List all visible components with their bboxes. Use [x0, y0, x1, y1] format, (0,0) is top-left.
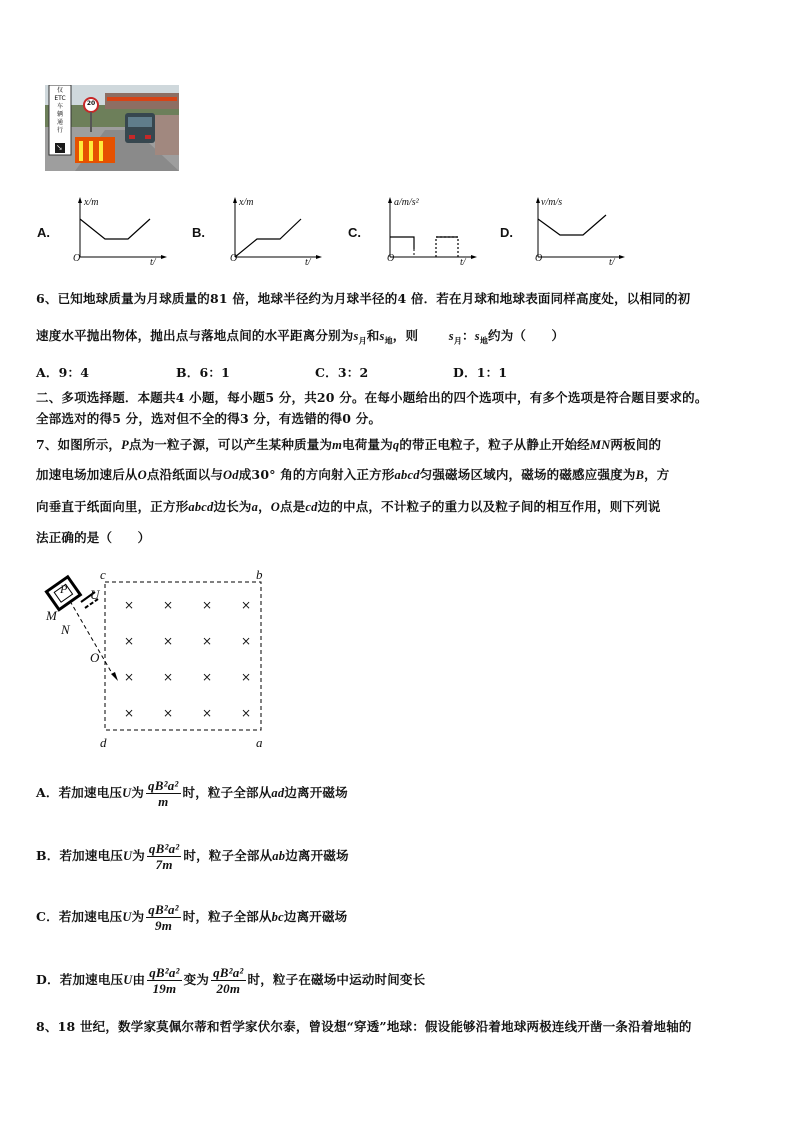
field-x-mark: ×	[124, 670, 135, 684]
field-x-mark: ×	[163, 706, 174, 720]
fig-label-a: a	[256, 735, 263, 750]
field-x-mark: ×	[124, 706, 135, 720]
q6-option-c: C．3：2	[315, 365, 369, 380]
field-x-mark: ×	[163, 598, 174, 612]
fig-label-c: c	[100, 567, 106, 582]
field-x-mark: ×	[241, 598, 252, 612]
graph-a-ylabel: x/m	[84, 197, 99, 208]
graph-b-ylabel: x/m	[239, 197, 254, 208]
field-x-mark: ×	[202, 598, 213, 612]
q6-option-b: B．6：1	[176, 365, 230, 380]
fraction: $\frac{\text{qB²a²}}{19m}$	[149, 964, 180, 996]
section2-line2: 全部选对的得5 分，选对但不全的得3 分，有选错的得0 分。	[36, 411, 382, 426]
fig-label-p: P	[60, 582, 68, 596]
etc-lane-photo	[45, 85, 179, 171]
graph-a-xlabel: t/	[150, 257, 156, 268]
q5-options	[0, 195, 794, 270]
fig-label-n: N	[61, 622, 70, 637]
q7-line1: 7、如图所示，P点为一粒子源，可以产生某种质量为m电荷量为q的带正电粒子，粒子从静止开始经MN两板间的	[36, 437, 662, 452]
fraction: $\frac{\text{qB²a²}}{7m}$	[148, 840, 180, 872]
field-x-mark: ×	[202, 670, 213, 684]
option-c-letter: C.	[348, 225, 361, 240]
field-x-mark: ×	[163, 670, 174, 684]
graph-c-origin: O	[387, 253, 395, 264]
fig-label-u: U	[90, 587, 100, 602]
option-b-letter: B.	[192, 225, 205, 240]
q7-figure	[40, 565, 280, 755]
q7-option-c: C．若加速电压 U 为 $\frac{\text{qB²a²}}{9m}$ 时，粒子全部从 bc 边离开磁场	[36, 901, 348, 933]
q8-line1: 8、18 世纪，数学家莫佩尔蒂和哲学家伏尔泰，曾设想“穿透”地球：假设能够沿着地球两极连线开凿一条沿着地轴的	[36, 1019, 692, 1034]
q6-line1: 6、已知地球质量为月球质量的81 倍，地球半径约为月球半径的4 倍．若在月球和地球表面同样高度处，以相同的初	[36, 291, 691, 306]
q7-line3: 向垂直于纸面向里，正方形abcd边长为a，O点是cd边的中点，不计粒子的重力以及粒子间的相互作用，则下列说	[36, 499, 661, 514]
q7-line2: 加速电场加速后从O点沿纸面以与Od成30° 角的方向射入正方形abcd匀强磁场区域内，磁场的磁感应强度为B，方	[36, 467, 670, 482]
graph-d-origin: O	[535, 253, 543, 264]
field-x-mark: ×	[241, 634, 252, 648]
graph-c-ylabel: a/m/s²	[394, 197, 419, 208]
graph-b-origin: O	[230, 253, 238, 264]
fig-label-m: M	[46, 608, 57, 623]
field-x-mark: ×	[124, 634, 135, 648]
graph-c-xlabel: t/	[460, 257, 466, 268]
fraction: $\frac{\text{qB²a²}}{9m}$	[148, 901, 179, 933]
fig-label-o: O	[90, 650, 100, 665]
field-x-mark: ×	[241, 706, 252, 720]
graph-d-ylabel: v/m/s	[541, 197, 563, 208]
q6-option-a: A．9：4	[36, 365, 90, 380]
field-x-mark: ×	[241, 670, 252, 684]
option-d-letter: D.	[500, 225, 513, 240]
field-x-mark: ×	[202, 706, 213, 720]
graph-a-origin: O	[73, 253, 81, 264]
fraction: $\frac{\text{qB²a²}}{m}$	[148, 777, 179, 809]
etc-sign-text: 仅 ETC 车 辆 通 行	[54, 87, 66, 134]
fig-label-d: d	[100, 735, 107, 750]
graph-d-xlabel: t/	[609, 257, 615, 268]
q7-option-d: D．若加速电压 U 由 $\frac{\text{qB²a²}}{19m}$ 变为 $\frac{\text{qB²a²}}{20m}$ 时，粒子在磁场中运动时间变长	[36, 964, 426, 996]
fraction: $\frac{\text{qB²a²}}{20m}$	[213, 964, 244, 996]
fig-label-b: b	[256, 567, 263, 582]
field-x-mark: ×	[124, 598, 135, 612]
q7-option-b: B．若加速电压 U 为 $\frac{\text{qB²a²}}{7m}$ 时，粒子全部从 ab 边离开磁场	[36, 840, 349, 872]
section2-line1: 二、多项选择题．本题共4 小题，每小题5 分，共20 分。在每小题给出的四个选项中，有多个选项是符合题目要求的。	[36, 390, 708, 405]
arrow-icon: ↘	[56, 143, 63, 152]
q6-line2: 速度水平抛出物体，抛出点与落地点间的水平距离分别为$s_月$和$s_地$，则 $s_月$：$s_地$约为（ ）	[36, 328, 565, 346]
option-a-letter: A.	[37, 225, 50, 240]
graph-b-xlabel: t/	[305, 257, 311, 268]
field-x-mark: ×	[202, 634, 213, 648]
field-x-mark: ×	[163, 634, 174, 648]
q7-option-a: A．若加速电压 U 为 $\frac{\text{qB²a²}}{m}$ 时，粒子全部从 ad 边离开磁场	[36, 777, 348, 809]
speed-limit-sign: 20	[86, 100, 96, 107]
q7-line4: 法正确的是（ ）	[36, 530, 151, 545]
q6-option-d: D．1：1	[453, 365, 508, 380]
